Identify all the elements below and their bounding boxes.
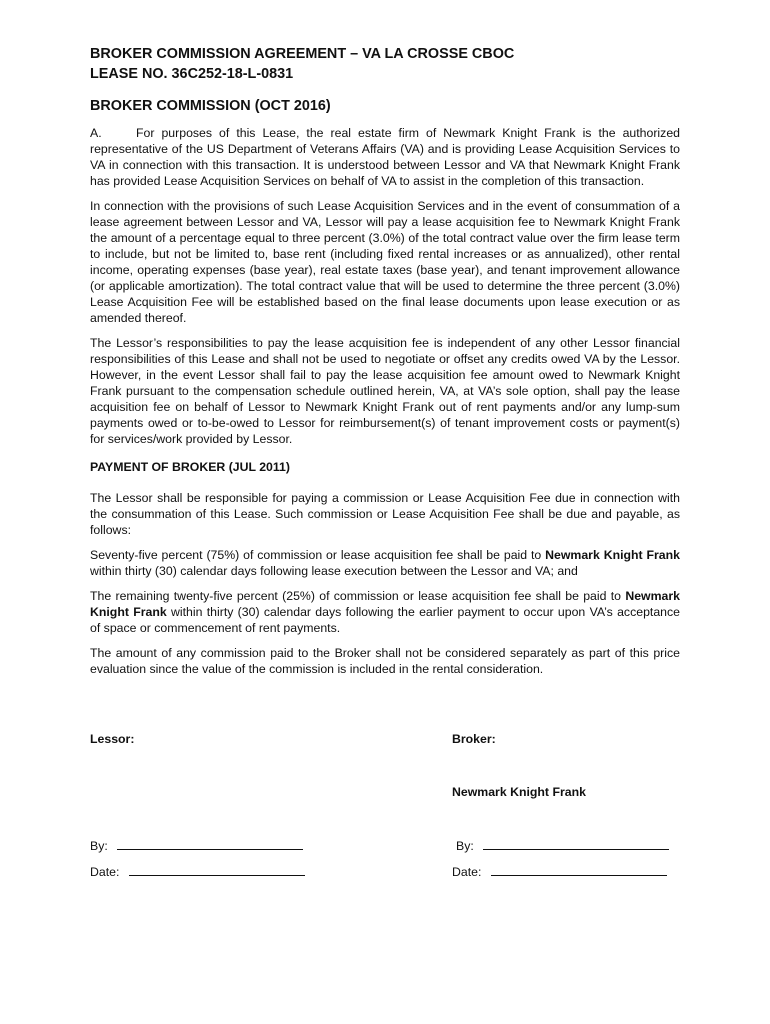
document-body [90, 44, 680, 686]
document-title-line-1: BROKER COMMISSION AGREEMENT – VA LA CROSSE CBOC [90, 46, 515, 62]
payment-25-text-post: within thirty (30) calendar days following the earlier payment to occur upon VA’s acceptance of space or commencement of rent payments. [90, 605, 680, 635]
lessor-date-line[interactable] [129, 863, 305, 876]
payment-75-broker-name: Newmark Knight Frank [545, 548, 680, 562]
paragraph-payment-75-percent [90, 547, 680, 579]
paragraph-commission-evaluation: The amount of any commission paid to the Broker shall not be considered separately as part of this price evaluation since the value of the commission is included in the rental consideration. [90, 646, 680, 676]
payment-75-text-post: within thirty (30) calendar days following lease execution between the Lessor and VA; and [90, 564, 578, 578]
broker-label: Broker: [452, 732, 496, 746]
broker-date-line[interactable] [491, 863, 667, 876]
paragraph-payment-intro: The Lessor shall be responsible for paying a commission or Lease Acquisition Fee due in connection with the consummation of this Lease. Such commission or Lease Acquisition Fee shall be due and payable, as follows: [90, 491, 680, 537]
section-heading-broker-commission: BROKER COMMISSION (OCT 2016) [90, 98, 331, 114]
paragraph-lease-acquisition-fee: In connection with the provisions of such Lease Acquisition Services and in the event of consummation of a lease agreement between Lessor and VA, Lessor will pay a lease acquisition fee to Newmark Knight Frank the amount of a percentage equal to three percent (3.0%) of the total contract value over the firm lease term to include, but not be limited to, base rent (including fixed rental increases or as annualized), other rental income, operating expenses (base year), real estate taxes (base year), and tenant improvement allowance (or applicable amortization). The total contract value that will be used to determine the three percent (3.0%) Lease Acquisition Fee will be established based on the final lease documents upon lease execution or as amended thereof. [90, 199, 680, 325]
broker-by-field [456, 837, 669, 854]
broker-by-label: By: [456, 839, 474, 853]
section-heading-payment-of-broker: PAYMENT OF BROKER (JUL 2011) [90, 460, 290, 474]
lessor-label: Lessor: [90, 732, 135, 746]
paragraph-a [90, 125, 680, 189]
payment-75-text-pre: Seventy-five percent (75%) of commission or lease acquisition fee shall be paid to [90, 548, 546, 562]
lessor-by-label: By: [90, 839, 108, 853]
document-title-line-2: LEASE NO. 36C252-18-L-0831 [90, 66, 294, 82]
paragraph-lessor-responsibilities: The Lessor’s responsibilities to pay the lease acquisition fee is independent of any other Lessor financial responsibilities of this Lease and shall not be used to negotiate or offset any credits owed VA by the Lessor. However, in the event Lessor shall fail to pay the lease acquisition fee amount owed to Newmark Knight Frank pursuant to the compensation schedule outlined herein, VA, at VA’s sole option, shall pay the lease acquisition fee on behalf of Lessor to Newmark Knight Frank out of rent payments and/or any lump-sum payments owed or to-be-owed to Lessor for reimbursement(s) of tenant improvement costs or payment(s) for services/work provided by Lessor. [90, 336, 680, 446]
broker-date-field [452, 863, 667, 880]
broker-signature-line[interactable] [483, 837, 669, 850]
broker-date-label: Date: [452, 865, 482, 879]
lessor-date-label: Date: [90, 865, 120, 879]
paragraph-a-text: For purposes of this Lease, the real estate firm of Newmark Knight Frank is the authorized representative of the US Department of Veterans Affairs (VA) and is providing Lease Acquisition Services to VA in connection with this transaction. It is understood between Lessor and VA that Newmark Knight Frank has provided Lease Acquisition Services on behalf of VA to assist in the completion of this transaction. [90, 126, 680, 188]
paragraph-a-label: A. [90, 126, 102, 140]
payment-25-broker-name: Newmark Knight Frank [90, 589, 680, 619]
paragraph-payment-25-percent [90, 588, 680, 636]
broker-name: Newmark Knight Frank [452, 785, 586, 799]
payment-25-text-pre: The remaining twenty-five percent (25%) of commission or lease acquisition fee shall be paid to [90, 589, 626, 603]
lessor-by-field [90, 837, 303, 854]
lessor-date-field [90, 863, 305, 880]
lessor-signature-line[interactable] [117, 837, 303, 850]
